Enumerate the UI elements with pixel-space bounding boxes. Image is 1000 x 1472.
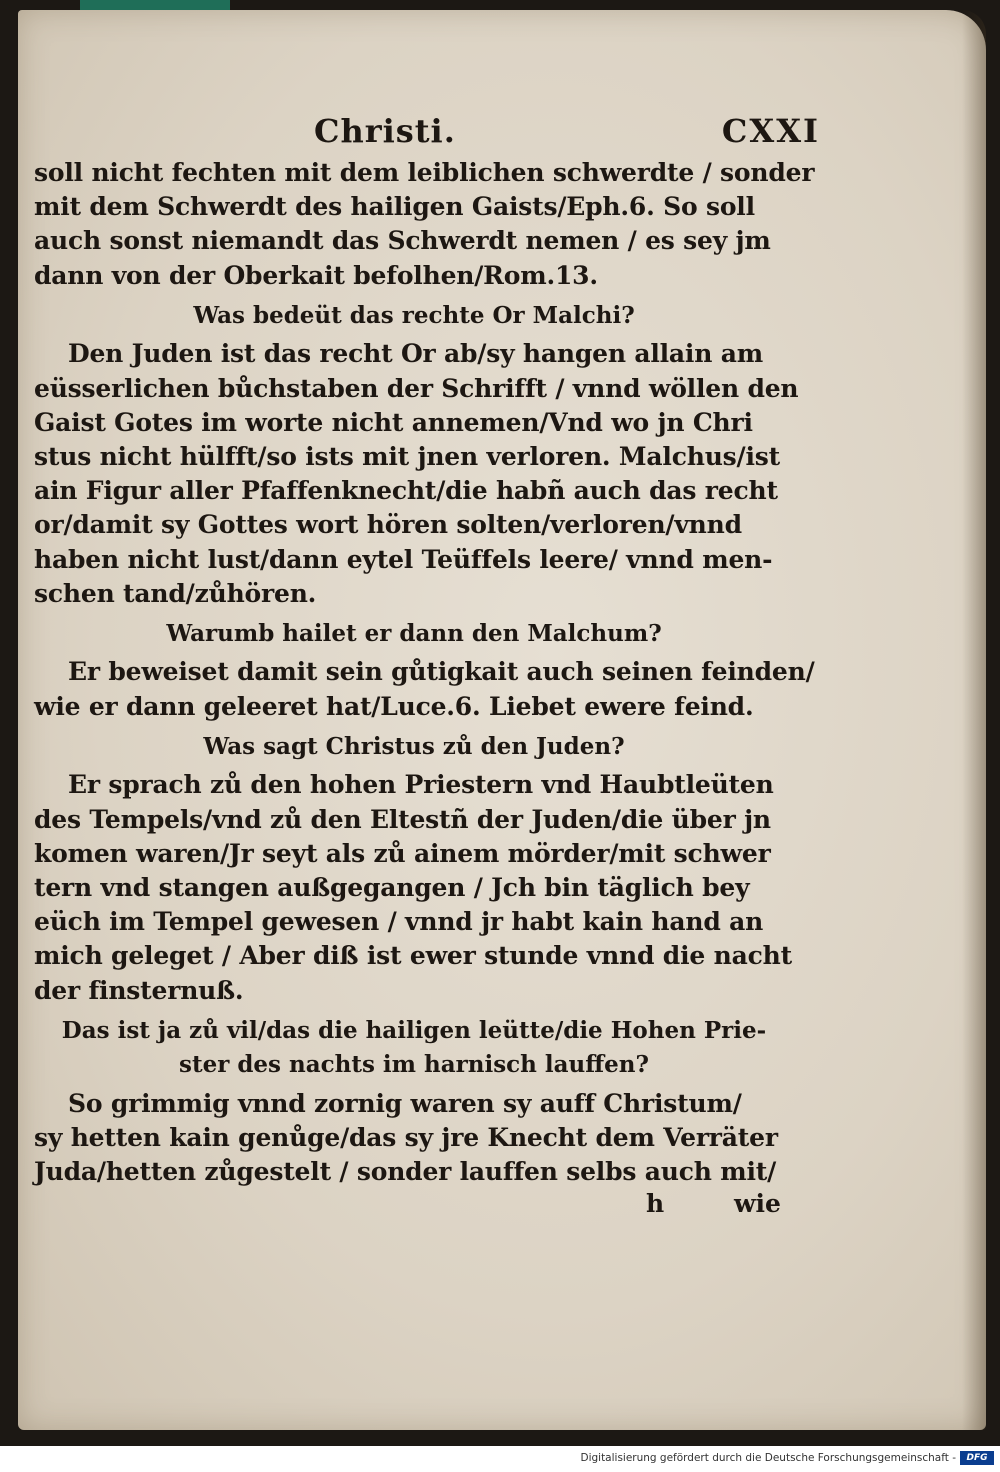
question-block xyxy=(34,730,794,765)
answer-block xyxy=(34,655,815,723)
text-line: tern vnd stangen außgegangen / Jch bin täglich bey xyxy=(34,872,750,902)
question-block xyxy=(34,1014,794,1083)
funding-credit: Digitalisierung gefördert durch die Deutsche Forschungsgemeinschaft - xyxy=(580,1452,956,1464)
dfg-logo: DFG xyxy=(960,1451,994,1465)
question-block xyxy=(34,299,794,334)
text-line: auch sonst niemandt das Schwerdt nemen / es sey jm xyxy=(34,226,771,256)
text-line: des Tempels/vnd zů den Eltestñ der Juden/die über jn xyxy=(34,804,771,834)
question-line: Warumb hailet er dann den Malchum? xyxy=(166,619,662,647)
text-line: stus nicht hülfft/so ists mit jnen verloren. Malchus/ist xyxy=(34,441,781,471)
text-line: Er sprach zů den hohen Priestern vnd Haubtleüten xyxy=(68,770,774,800)
text-line: mit dem Schwerdt des hailigen Gaists/Eph.6. So soll xyxy=(34,192,755,222)
answer-block xyxy=(34,1087,794,1190)
text-line: Gaist Gotes im worte nicht annemen/Vnd wo jn Chri xyxy=(34,407,753,437)
text-line: schen tand/zůhören. xyxy=(34,578,317,608)
text-line: or/damit sy Gottes wort hören solten/verloren/vnnd xyxy=(34,510,742,540)
text-line: sy hetten kain genůge/das sy jre Knecht dem Verräter xyxy=(34,1122,778,1152)
text-line: mich geleget / Aber diß ist ewer stunde vnnd die nacht xyxy=(34,941,792,971)
text-line: eüch im Tempel gewesen / vnnd jr habt kain hand an xyxy=(34,907,764,937)
question-line: Was bedeüt das rechte Or Malchi? xyxy=(193,301,635,329)
text-line: Den Juden ist das recht Or ab/sy hangen allain am xyxy=(68,339,763,369)
question-line: Das ist ja zů vil/das die hailigen leütte/die Hohen Prie- xyxy=(61,1016,767,1044)
page-header xyxy=(34,112,820,156)
text-line: Juda/hetten zůgestelt / sonder lauffen selbs auch mit/ xyxy=(34,1157,777,1187)
running-head: Christi. xyxy=(314,112,456,150)
text-line: So grimmig vnnd zornig waren sy auff Christum/ xyxy=(68,1088,742,1118)
text-line: eüsserlichen bůchstaben der Schrifft / vnnd wöllen den xyxy=(34,373,799,403)
text-line: der finsternuß. xyxy=(34,975,244,1005)
catch-line xyxy=(34,1189,794,1223)
answer-block xyxy=(34,337,799,611)
answer-block xyxy=(34,156,815,293)
question-line: Was sagt Christus zů den Juden? xyxy=(203,732,625,760)
text-line: komen waren/Jr seyt als zů ainem mörder/mit schwer xyxy=(34,838,771,868)
text-line: Er beweiset damit sein gůtigkait auch seinen feinden/ xyxy=(68,657,815,687)
text-line: haben nicht lust/dann eytel Teüffels leere/ vnnd men- xyxy=(34,544,773,574)
footer-bar xyxy=(0,1446,1000,1472)
question-block xyxy=(34,617,794,652)
text-line: soll nicht fechten mit dem leiblichen schwerdte / sonder xyxy=(34,158,815,187)
catchword: wie xyxy=(734,1189,781,1219)
text-body xyxy=(34,156,815,1189)
text-line: wie er dann geleeret hat/Luce.6. Liebet ewere feind. xyxy=(34,691,754,721)
answer-block xyxy=(34,768,794,1007)
text-line: dann von der Oberkait befolhen/Rom.13. xyxy=(34,260,598,290)
folio-number: CXXI xyxy=(721,112,820,150)
text-line: ain Figur aller Pfaffenknecht/die habñ auch das recht xyxy=(34,476,778,506)
page-text xyxy=(34,112,820,1223)
signature-mark: h xyxy=(646,1189,665,1219)
question-line: ster des nachts im harnisch lauffen? xyxy=(179,1051,649,1079)
page-edge-shadow xyxy=(962,10,986,1430)
